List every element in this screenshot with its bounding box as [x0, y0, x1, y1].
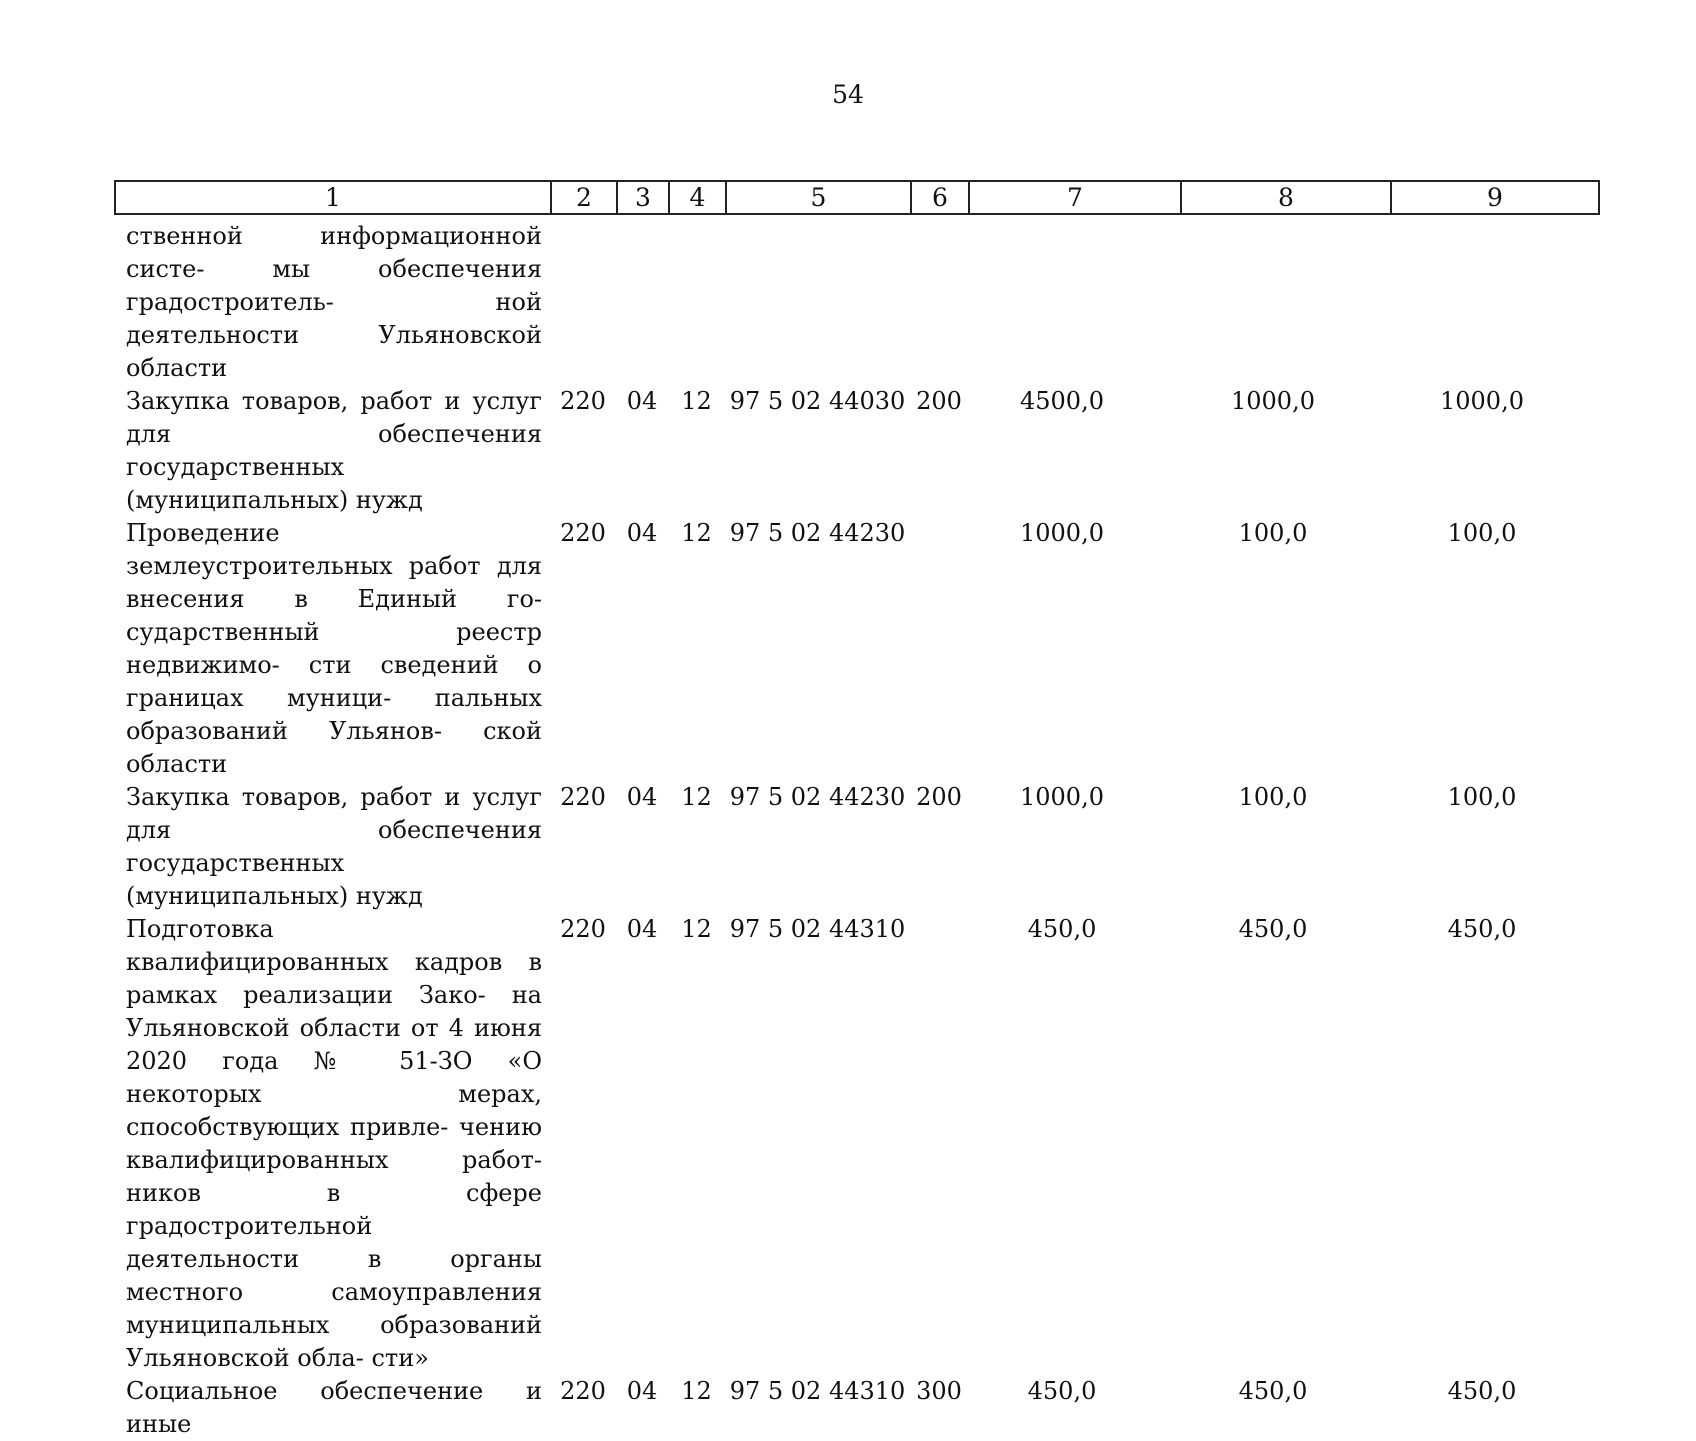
column-header-9: 9 [1391, 181, 1599, 214]
description-line: сударственный реестр недвижимо- [126, 618, 542, 679]
column-header-8: 8 [1181, 181, 1391, 214]
description-line: Закупка товаров, работ и услуг для [126, 387, 542, 448]
cell-code-2 [550, 220, 616, 385]
cell-amount-8: 1000,0 [1231, 387, 1315, 415]
cell-code-2: 220 [560, 387, 606, 415]
cell-code-6: 300 [916, 1377, 962, 1405]
cell-code-5: 97 5 02 44030 [729, 387, 906, 415]
description-line: ников в сфере градостроительной [126, 1179, 542, 1240]
cell-amount-7: 450,0 [1027, 915, 1097, 943]
cell-code-2: 220 [560, 1377, 606, 1405]
cell-code-2: 220 [560, 519, 606, 547]
cell-amount-9: 450,0 [1447, 915, 1517, 943]
cell-amount-7: 450,0 [1027, 1377, 1097, 1405]
cell-code-3: 04 [626, 915, 658, 943]
cell-amount-8: 100,0 [1238, 783, 1308, 811]
column-header-7: 7 [969, 181, 1181, 214]
column-header-table [114, 180, 1600, 215]
column-header-4: 4 [669, 181, 726, 214]
cell-code-4: 12 [681, 783, 712, 811]
column-header-2: 2 [551, 181, 617, 214]
cell-amount-7 [968, 220, 1180, 385]
cell-amount-7: 4500,0 [1020, 387, 1104, 415]
description-line: ской области [126, 717, 542, 778]
cell-code-6 [910, 517, 968, 781]
description-line: деятельности в органы местного [126, 1245, 542, 1306]
cell-code-6: 200 [916, 783, 962, 811]
cell-amount-9: 1000,0 [1440, 387, 1524, 415]
cell-amount-7: 1000,0 [1020, 519, 1104, 547]
cell-code-2: 220 [560, 915, 606, 943]
cell-code-4: 12 [681, 519, 712, 547]
description-line: пальных образований Ульянов- [126, 684, 542, 745]
page-number: 54 [832, 80, 864, 109]
table-row [114, 517, 1598, 781]
description-line: Проведение землеустроительных [126, 519, 393, 580]
cell-amount-8: 100,0 [1238, 519, 1308, 547]
table-row [114, 385, 1598, 517]
row-description [114, 517, 550, 781]
cell-code-5: 97 5 02 44230 [729, 519, 906, 547]
cell-amount-9 [1390, 220, 1598, 385]
row-description [114, 1375, 550, 1441]
cell-code-4: 12 [681, 387, 712, 415]
cell-code-6: 200 [916, 387, 962, 415]
column-header-1: 1 [115, 181, 551, 214]
cell-code-4: 12 [681, 1377, 712, 1405]
cell-code-5: 97 5 02 44310 [729, 1377, 906, 1405]
cell-code-3: 04 [626, 519, 658, 547]
description-line: кадров в рамках реализации Зако- [126, 948, 542, 1009]
cell-amount-9: 100,0 [1447, 519, 1517, 547]
description-line: мы обеспечения градостроитель- [126, 255, 542, 316]
column-header-6: 6 [911, 181, 969, 214]
description-line: обеспечения государственных [126, 420, 542, 481]
description-line: ной деятельности Ульяновской [126, 288, 542, 349]
cell-code-3: 04 [626, 387, 658, 415]
table-row [114, 781, 1598, 913]
description-line: (муниципальных) нужд [126, 882, 423, 910]
description-line: сти сведений о границах муници- [126, 651, 542, 712]
description-line: самоуправления муниципальных [126, 1278, 542, 1339]
cell-amount-9: 450,0 [1447, 1377, 1517, 1405]
cell-code-4 [668, 220, 725, 385]
row-description [114, 385, 550, 517]
cell-amount-8: 450,0 [1238, 1377, 1308, 1405]
cell-amount-8: 450,0 [1238, 915, 1308, 943]
row-description [114, 781, 550, 913]
cell-code-3 [616, 220, 668, 385]
description-line: на Ульяновской области от 4 июня [126, 981, 542, 1042]
description-line: работ для внесения в Единый го- [126, 552, 542, 613]
cell-code-5: 97 5 02 44310 [729, 915, 906, 943]
description-line: (муниципальных) нужд [126, 486, 423, 514]
description-line: Подготовка квалифицированных [126, 915, 389, 976]
table-row [114, 1375, 1598, 1441]
description-line: мерах, способствующих привле- [126, 1080, 542, 1141]
description-line: обеспечения государственных [126, 816, 542, 877]
cell-amount-8 [1180, 220, 1390, 385]
cell-code-4: 12 [681, 915, 712, 943]
description-line: Закупка товаров, работ и услуг для [126, 783, 542, 844]
cell-code-6 [910, 913, 968, 1375]
column-header-5: 5 [726, 181, 911, 214]
description-line: Социальное обеспечение и иные [126, 1377, 542, 1438]
table-row [114, 913, 1598, 1375]
row-description [114, 220, 550, 385]
description-line: сти» [371, 1344, 429, 1372]
cell-code-2: 220 [560, 783, 606, 811]
column-header-3: 3 [617, 181, 669, 214]
cell-code-3: 04 [626, 783, 658, 811]
cell-code-3: 04 [626, 1377, 658, 1405]
budget-table-body [114, 220, 1598, 1441]
cell-code-5: 97 5 02 44230 [729, 783, 906, 811]
row-description [114, 913, 550, 1375]
cell-code-6 [910, 220, 968, 385]
description-line: 2020 года № 51-ЗО «О некоторых [126, 1047, 542, 1108]
description-line: ственной информационной систе- [126, 222, 542, 283]
description-line: образований Ульяновской обла- [126, 1311, 542, 1372]
cell-amount-9: 100,0 [1447, 783, 1517, 811]
cell-code-5 [725, 220, 910, 385]
table-row [114, 220, 1598, 385]
description-line: чению квалифицированных работ- [126, 1113, 542, 1174]
description-line: области [126, 354, 228, 382]
cell-amount-7: 1000,0 [1020, 783, 1104, 811]
table-rows [114, 220, 1598, 1441]
column-header-row [115, 181, 1599, 214]
